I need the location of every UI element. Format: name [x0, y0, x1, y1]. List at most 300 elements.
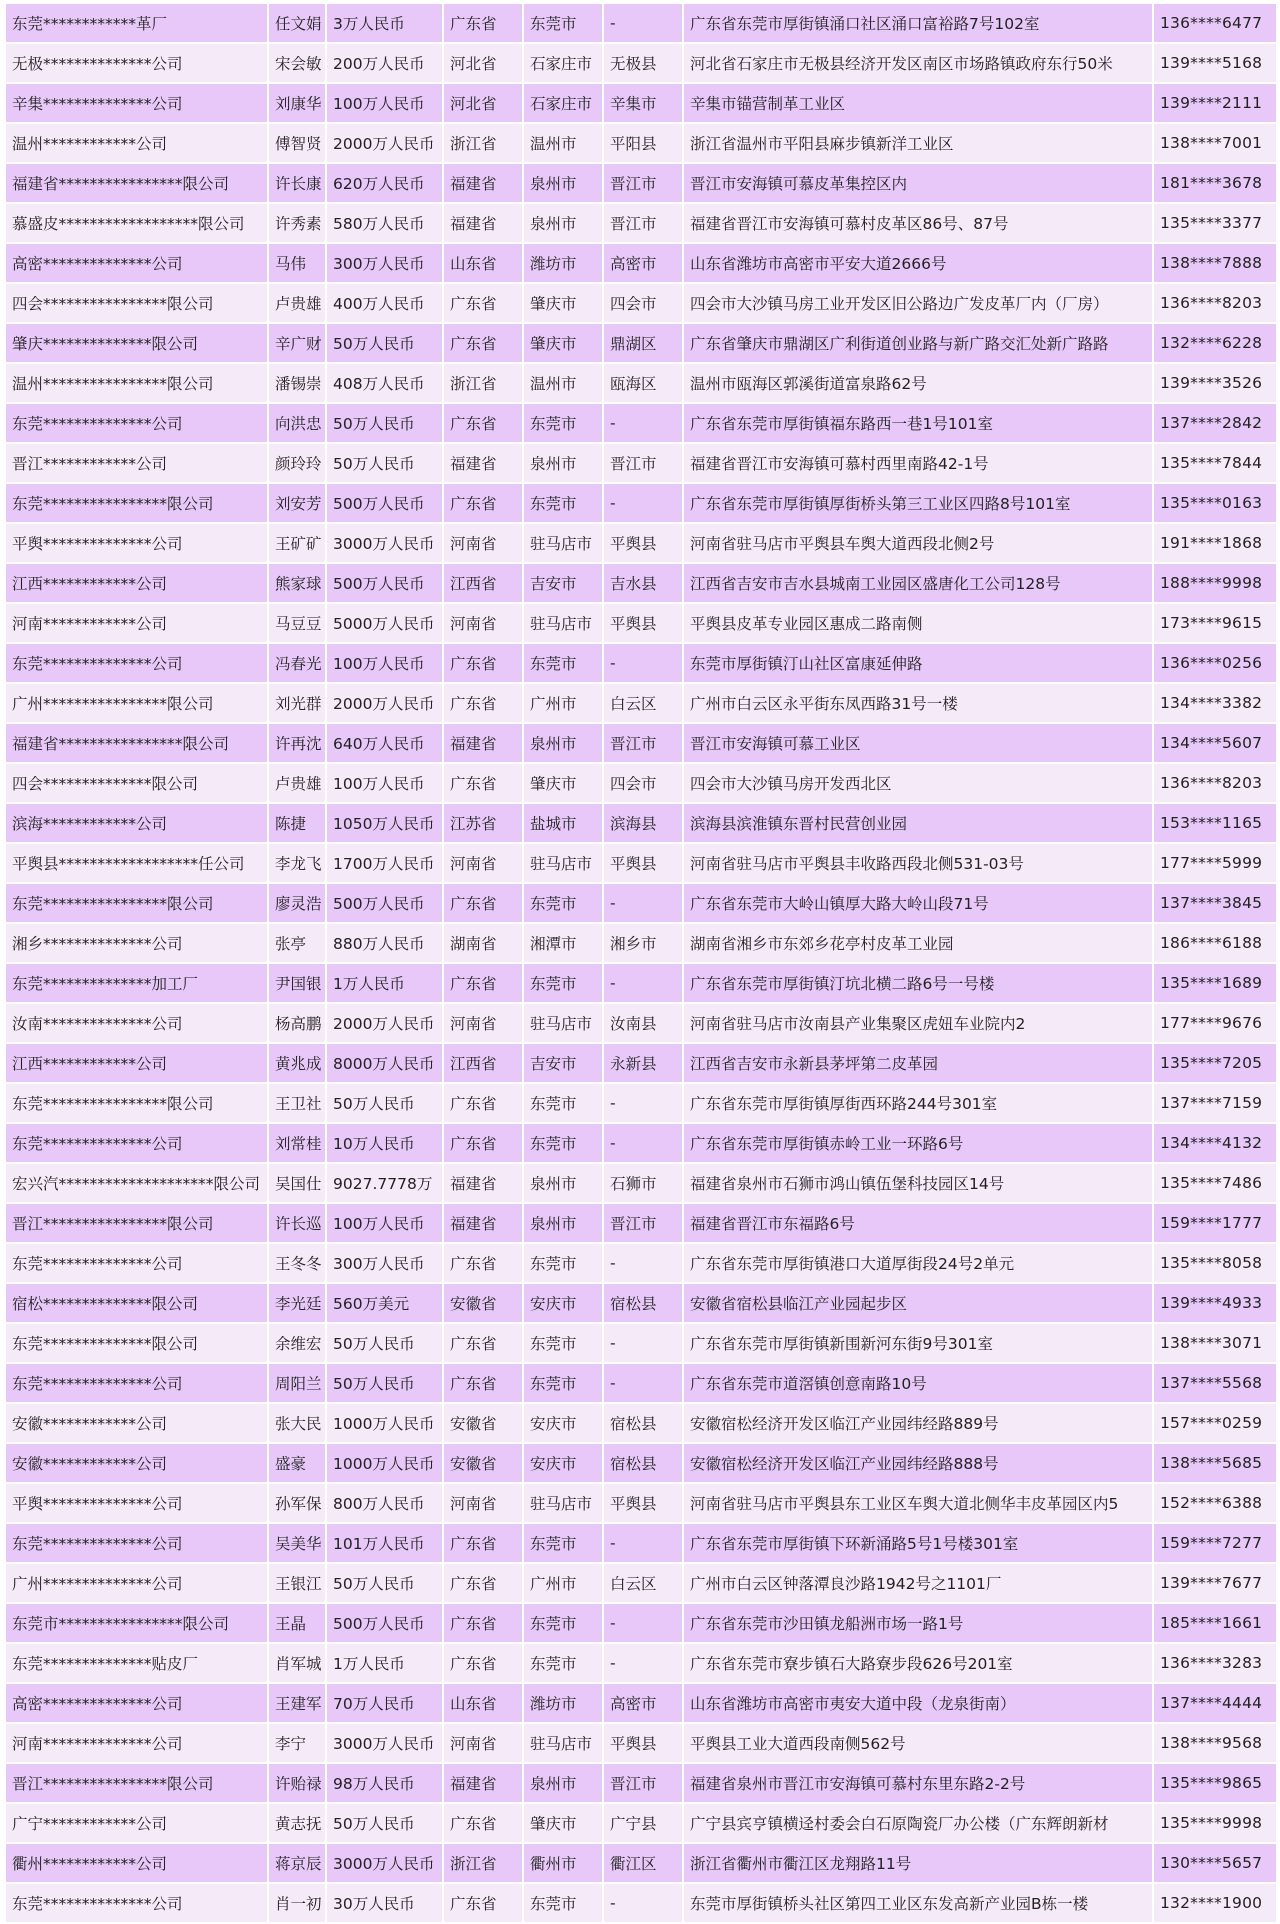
district-cell: 平舆县 [603, 603, 683, 643]
district-cell: 白云区 [603, 683, 683, 723]
province-cell: 福建省 [443, 723, 523, 763]
capital-cell: 800万人民币 [326, 1483, 443, 1523]
city-cell: 肇庆市 [523, 763, 603, 803]
table-row [5, 203, 1277, 243]
company-name-cell: 河南**************公司 [5, 1723, 268, 1763]
city-cell: 泉州市 [523, 1203, 603, 1243]
district-cell: 平舆县 [603, 843, 683, 883]
legal-rep-cell: 孙军保 [268, 1483, 326, 1523]
phone-cell: 137****2842 [1153, 403, 1277, 443]
capital-cell: 70万人民币 [326, 1683, 443, 1723]
district-cell: - [603, 1523, 683, 1563]
city-cell: 潍坊市 [523, 1683, 603, 1723]
province-cell: 安徽省 [443, 1403, 523, 1443]
province-cell: 河南省 [443, 1003, 523, 1043]
legal-rep-cell: 熊家球 [268, 563, 326, 603]
phone-cell: 135****7486 [1153, 1163, 1277, 1203]
province-cell: 河南省 [443, 1483, 523, 1523]
address-cell: 平舆县工业大道西段南侧562号 [683, 1723, 1153, 1763]
table-row [5, 443, 1277, 483]
company-name-cell: 平舆县******************任公司 [5, 843, 268, 883]
district-cell: 石狮市 [603, 1163, 683, 1203]
legal-rep-cell: 刘光群 [268, 683, 326, 723]
province-cell: 河北省 [443, 43, 523, 83]
city-cell: 东莞市 [523, 883, 603, 923]
city-cell: 安庆市 [523, 1403, 603, 1443]
province-cell: 福建省 [443, 443, 523, 483]
phone-cell: 135****1689 [1153, 963, 1277, 1003]
phone-cell: 191****1868 [1153, 523, 1277, 563]
company-name-cell: 东莞**************公司 [5, 1363, 268, 1403]
district-cell: - [603, 403, 683, 443]
legal-rep-cell: 陈捷 [268, 803, 326, 843]
legal-rep-cell: 辛广财 [268, 323, 326, 363]
address-cell: 广东省东莞市厚街镇汀坑北横二路6号一号楼 [683, 963, 1153, 1003]
city-cell: 肇庆市 [523, 283, 603, 323]
province-cell: 河南省 [443, 843, 523, 883]
district-cell: 宿松县 [603, 1403, 683, 1443]
legal-rep-cell: 李宁 [268, 1723, 326, 1763]
legal-rep-cell: 刘常桂 [268, 1123, 326, 1163]
legal-rep-cell: 马豆豆 [268, 603, 326, 643]
district-cell: 衢江区 [603, 1843, 683, 1883]
phone-cell: 188****9998 [1153, 563, 1277, 603]
district-cell: 广宁县 [603, 1803, 683, 1843]
company-name-cell: 安徽************公司 [5, 1443, 268, 1483]
company-name-cell: 高密**************公司 [5, 1683, 268, 1723]
table-row [5, 643, 1277, 683]
province-cell: 山东省 [443, 243, 523, 283]
capital-cell: 640万人民币 [326, 723, 443, 763]
province-cell: 山东省 [443, 1683, 523, 1723]
city-cell: 东莞市 [523, 1123, 603, 1163]
company-name-cell: 湘乡**************公司 [5, 923, 268, 963]
table-row [5, 1803, 1277, 1843]
company-name-cell: 东莞市****************限公司 [5, 1603, 268, 1643]
legal-rep-cell: 王建军 [268, 1683, 326, 1723]
company-name-cell: 东莞**************公司 [5, 1123, 268, 1163]
phone-cell: 157****0259 [1153, 1403, 1277, 1443]
table-row [5, 1403, 1277, 1443]
table-row [5, 1843, 1277, 1883]
company-name-cell: 广州**************公司 [5, 1563, 268, 1603]
phone-cell: 173****9615 [1153, 603, 1277, 643]
table-body [5, 3, 1277, 1923]
province-cell: 福建省 [443, 1163, 523, 1203]
table-row [5, 603, 1277, 643]
district-cell: - [603, 1643, 683, 1683]
address-cell: 河南省驻马店市汝南县产业集聚区虎妞车业院内2 [683, 1003, 1153, 1043]
company-name-cell: 东莞**************公司 [5, 1883, 268, 1923]
address-cell: 浙江省衢州市衢江区龙翔路11号 [683, 1843, 1153, 1883]
city-cell: 温州市 [523, 123, 603, 163]
province-cell: 河南省 [443, 1723, 523, 1763]
address-cell: 广东省东莞市厚街镇涌口社区涌口富裕路7号102室 [683, 3, 1153, 43]
phone-cell: 136****0256 [1153, 643, 1277, 683]
city-cell: 衢州市 [523, 1843, 603, 1883]
province-cell: 广东省 [443, 1563, 523, 1603]
address-cell: 福建省泉州市石狮市鸿山镇伍堡科技园区14号 [683, 1163, 1153, 1203]
phone-cell: 135****3377 [1153, 203, 1277, 243]
address-cell: 广州市白云区永平街东凤西路31号一楼 [683, 683, 1153, 723]
address-cell: 广东省东莞市寮步镇石大路寮步段626号201室 [683, 1643, 1153, 1683]
table-row [5, 363, 1277, 403]
table-row [5, 1043, 1277, 1083]
address-cell: 福建省泉州市晋江市安海镇可慕村东里东路2-2号 [683, 1763, 1153, 1803]
province-cell: 广东省 [443, 1883, 523, 1923]
table-row [5, 1203, 1277, 1243]
phone-cell: 135****9865 [1153, 1763, 1277, 1803]
phone-cell: 135****7205 [1153, 1043, 1277, 1083]
city-cell: 东莞市 [523, 403, 603, 443]
province-cell: 广东省 [443, 1643, 523, 1683]
city-cell: 东莞市 [523, 1243, 603, 1283]
legal-rep-cell: 王晶 [268, 1603, 326, 1643]
legal-rep-cell: 余维宏 [268, 1323, 326, 1363]
address-cell: 广东省东莞市厚街镇福东路西一巷1号101室 [683, 403, 1153, 443]
legal-rep-cell: 王银江 [268, 1563, 326, 1603]
province-cell: 广东省 [443, 483, 523, 523]
province-cell: 广东省 [443, 1363, 523, 1403]
capital-cell: 3万人民币 [326, 3, 443, 43]
capital-cell: 3000万人民币 [326, 1723, 443, 1763]
table-row [5, 1603, 1277, 1643]
table-row [5, 1883, 1277, 1923]
phone-cell: 136****8203 [1153, 283, 1277, 323]
phone-cell: 138****5685 [1153, 1443, 1277, 1483]
province-cell: 安徽省 [443, 1443, 523, 1483]
company-name-cell: 晋江************公司 [5, 443, 268, 483]
capital-cell: 1000万人民币 [326, 1443, 443, 1483]
province-cell: 浙江省 [443, 363, 523, 403]
company-name-cell: 温州************公司 [5, 123, 268, 163]
legal-rep-cell: 许长巡 [268, 1203, 326, 1243]
province-cell: 江西省 [443, 563, 523, 603]
city-cell: 东莞市 [523, 1523, 603, 1563]
legal-rep-cell: 任文娟 [268, 3, 326, 43]
address-cell: 广东省东莞市厚街镇新围新河东街9号301室 [683, 1323, 1153, 1363]
city-cell: 石家庄市 [523, 83, 603, 123]
legal-rep-cell: 宋会敏 [268, 43, 326, 83]
district-cell: - [603, 1363, 683, 1403]
table-row [5, 723, 1277, 763]
company-name-cell: 东莞**************公司 [5, 1523, 268, 1563]
table-row [5, 323, 1277, 363]
province-cell: 广东省 [443, 763, 523, 803]
address-cell: 浙江省温州市平阳县麻步镇新洋工业区 [683, 123, 1153, 163]
phone-cell: 139****3526 [1153, 363, 1277, 403]
table-row [5, 1123, 1277, 1163]
capital-cell: 50万人民币 [326, 403, 443, 443]
capital-cell: 5000万人民币 [326, 603, 443, 643]
capital-cell: 8000万人民币 [326, 1043, 443, 1083]
legal-rep-cell: 吴美华 [268, 1523, 326, 1563]
district-cell: 晋江市 [603, 723, 683, 763]
table-row [5, 483, 1277, 523]
district-cell: 无极县 [603, 43, 683, 83]
district-cell: - [603, 483, 683, 523]
legal-rep-cell: 肖一初 [268, 1883, 326, 1923]
province-cell: 广东省 [443, 643, 523, 683]
company-name-cell: 平舆**************公司 [5, 1483, 268, 1523]
table-row [5, 123, 1277, 163]
district-cell: 吉水县 [603, 563, 683, 603]
phone-cell: 138****3071 [1153, 1323, 1277, 1363]
district-cell: 滨海县 [603, 803, 683, 843]
legal-rep-cell: 向洪忠 [268, 403, 326, 443]
province-cell: 河北省 [443, 83, 523, 123]
address-cell: 广东省东莞市厚街镇下环新涌路5号1号楼301室 [683, 1523, 1153, 1563]
district-cell: 晋江市 [603, 1203, 683, 1243]
province-cell: 广东省 [443, 403, 523, 443]
phone-cell: 137****4444 [1153, 1683, 1277, 1723]
capital-cell: 1700万人民币 [326, 843, 443, 883]
table-row [5, 1323, 1277, 1363]
district-cell: - [603, 1243, 683, 1283]
city-cell: 安庆市 [523, 1443, 603, 1483]
phone-cell: 132****1900 [1153, 1883, 1277, 1923]
province-cell: 浙江省 [443, 123, 523, 163]
address-cell: 福建省晋江市安海镇可慕村皮革区86号、87号 [683, 203, 1153, 243]
table-row [5, 163, 1277, 203]
city-cell: 潍坊市 [523, 243, 603, 283]
legal-rep-cell: 王矿矿 [268, 523, 326, 563]
legal-rep-cell: 许贻禄 [268, 1763, 326, 1803]
capital-cell: 50万人民币 [326, 443, 443, 483]
province-cell: 广东省 [443, 1523, 523, 1563]
phone-cell: 139****2111 [1153, 83, 1277, 123]
company-table [4, 2, 1278, 1924]
address-cell: 广东省东莞市厚街镇赤岭工业一环路6号 [683, 1123, 1153, 1163]
capital-cell: 101万人民币 [326, 1523, 443, 1563]
address-cell: 广州市白云区钟落潭良沙路1942号之1101厂 [683, 1563, 1153, 1603]
capital-cell: 100万人民币 [326, 83, 443, 123]
phone-cell: 138****7001 [1153, 123, 1277, 163]
legal-rep-cell: 李光廷 [268, 1283, 326, 1323]
city-cell: 东莞市 [523, 1363, 603, 1403]
company-name-cell: 福建省****************限公司 [5, 163, 268, 203]
capital-cell: 30万人民币 [326, 1883, 443, 1923]
capital-cell: 100万人民币 [326, 763, 443, 803]
city-cell: 吉安市 [523, 1043, 603, 1083]
phone-cell: 186****6188 [1153, 923, 1277, 963]
address-cell: 河北省石家庄市无极县经济开发区南区市场路镇政府东行50米 [683, 43, 1153, 83]
province-cell: 广东省 [443, 883, 523, 923]
table-row [5, 803, 1277, 843]
city-cell: 广州市 [523, 683, 603, 723]
phone-cell: 177****9676 [1153, 1003, 1277, 1043]
address-cell: 安徽省宿松县临江产业园起步区 [683, 1283, 1153, 1323]
city-cell: 东莞市 [523, 1643, 603, 1683]
capital-cell: 2000万人民币 [326, 1003, 443, 1043]
company-name-cell: 东莞**************贴皮厂 [5, 1643, 268, 1683]
district-cell: 晋江市 [603, 1763, 683, 1803]
address-cell: 东莞市厚街镇桥头社区第四工业区东发高新产业园B栋一楼 [683, 1883, 1153, 1923]
company-name-cell: 慕盛皮******************限公司 [5, 203, 268, 243]
company-name-cell: 东莞****************限公司 [5, 1083, 268, 1123]
capital-cell: 880万人民币 [326, 923, 443, 963]
address-cell: 湖南省湘乡市东郊乡花亭村皮革工业园 [683, 923, 1153, 963]
capital-cell: 1050万人民币 [326, 803, 443, 843]
address-cell: 山东省潍坊市高密市平安大道2666号 [683, 243, 1153, 283]
district-cell: - [603, 1083, 683, 1123]
phone-cell: 135****7844 [1153, 443, 1277, 483]
table-row [5, 283, 1277, 323]
phone-cell: 152****6388 [1153, 1483, 1277, 1523]
address-cell: 四会市大沙镇马房工业开发区旧公路边广发皮革厂内（厂房） [683, 283, 1153, 323]
phone-cell: 137****3845 [1153, 883, 1277, 923]
table-row [5, 43, 1277, 83]
legal-rep-cell: 卢贵雄 [268, 763, 326, 803]
district-cell: - [603, 1603, 683, 1643]
district-cell: 晋江市 [603, 203, 683, 243]
capital-cell: 620万人民币 [326, 163, 443, 203]
table-row [5, 1243, 1277, 1283]
district-cell: - [603, 1323, 683, 1363]
company-name-cell: 平舆**************公司 [5, 523, 268, 563]
company-name-cell: 东莞**************加工厂 [5, 963, 268, 1003]
capital-cell: 408万人民币 [326, 363, 443, 403]
district-cell: 晋江市 [603, 443, 683, 483]
capital-cell: 2000万人民币 [326, 123, 443, 163]
legal-rep-cell: 傅智贤 [268, 123, 326, 163]
capital-cell: 300万人民币 [326, 1243, 443, 1283]
capital-cell: 3000万人民币 [326, 1843, 443, 1883]
address-cell: 广东省东莞市厚街镇厚街桥头第三工业区四路8号101室 [683, 483, 1153, 523]
capital-cell: 500万人民币 [326, 563, 443, 603]
legal-rep-cell: 刘康华 [268, 83, 326, 123]
table-row [5, 883, 1277, 923]
address-cell: 福建省晋江市安海镇可慕村西里南路42-1号 [683, 443, 1153, 483]
capital-cell: 1万人民币 [326, 963, 443, 1003]
address-cell: 福建省晋江市东福路6号 [683, 1203, 1153, 1243]
district-cell: 平阳县 [603, 123, 683, 163]
company-name-cell: 广宁************公司 [5, 1803, 268, 1843]
table-row [5, 923, 1277, 963]
capital-cell: 50万人民币 [326, 1323, 443, 1363]
company-name-cell: 滨海************公司 [5, 803, 268, 843]
table-row [5, 1483, 1277, 1523]
district-cell: 平舆县 [603, 1723, 683, 1763]
address-cell: 广东省东莞市沙田镇龙船洲市场一路1号 [683, 1603, 1153, 1643]
phone-cell: 136****3283 [1153, 1643, 1277, 1683]
table-row [5, 1523, 1277, 1563]
province-cell: 江西省 [443, 1043, 523, 1083]
company-name-cell: 四会**************限公司 [5, 763, 268, 803]
table-row [5, 1163, 1277, 1203]
address-cell: 安徽宿松经济开发区临江产业园纬经路888号 [683, 1443, 1153, 1483]
phone-cell: 159****1777 [1153, 1203, 1277, 1243]
capital-cell: 500万人民币 [326, 483, 443, 523]
table-row [5, 563, 1277, 603]
legal-rep-cell: 马伟 [268, 243, 326, 283]
province-cell: 广东省 [443, 1083, 523, 1123]
province-cell: 广东省 [443, 1803, 523, 1843]
legal-rep-cell: 黄兆成 [268, 1043, 326, 1083]
address-cell: 晋江市安海镇可慕皮革集控区内 [683, 163, 1153, 203]
capital-cell: 100万人民币 [326, 643, 443, 683]
legal-rep-cell: 颜玲玲 [268, 443, 326, 483]
legal-rep-cell: 蒋京辰 [268, 1843, 326, 1883]
capital-cell: 1000万人民币 [326, 1403, 443, 1443]
capital-cell: 500万人民币 [326, 1603, 443, 1643]
legal-rep-cell: 吴国仕 [268, 1163, 326, 1203]
province-cell: 安徽省 [443, 1283, 523, 1323]
province-cell: 广东省 [443, 283, 523, 323]
phone-cell: 137****7159 [1153, 1083, 1277, 1123]
city-cell: 吉安市 [523, 563, 603, 603]
table-row [5, 843, 1277, 883]
address-cell: 河南省驻马店市平舆县车舆大道西段北侧2号 [683, 523, 1153, 563]
legal-rep-cell: 许再沈 [268, 723, 326, 763]
table-row [5, 1003, 1277, 1043]
district-cell: 辛集市 [603, 83, 683, 123]
province-cell: 福建省 [443, 1763, 523, 1803]
district-cell: 宿松县 [603, 1283, 683, 1323]
company-name-cell: 辛集**************公司 [5, 83, 268, 123]
city-cell: 东莞市 [523, 1083, 603, 1123]
district-cell: 湘乡市 [603, 923, 683, 963]
table-row [5, 403, 1277, 443]
district-cell: 晋江市 [603, 163, 683, 203]
city-cell: 东莞市 [523, 963, 603, 1003]
city-cell: 驻马店市 [523, 843, 603, 883]
company-name-cell: 东莞**************限公司 [5, 1323, 268, 1363]
table-row [5, 1563, 1277, 1603]
city-cell: 湘潭市 [523, 923, 603, 963]
capital-cell: 500万人民币 [326, 883, 443, 923]
city-cell: 驻马店市 [523, 1723, 603, 1763]
address-cell: 江西省吉安市永新县茅坪第二皮革园 [683, 1043, 1153, 1083]
company-name-cell: 东莞************革厂 [5, 3, 268, 43]
district-cell: 高密市 [603, 243, 683, 283]
province-cell: 河南省 [443, 523, 523, 563]
district-cell: 汝南县 [603, 1003, 683, 1043]
company-name-cell: 安徽************公司 [5, 1403, 268, 1443]
city-cell: 温州市 [523, 363, 603, 403]
province-cell: 广东省 [443, 1603, 523, 1643]
address-cell: 广东省东莞市道滘镇创意南路10号 [683, 1363, 1153, 1403]
city-cell: 泉州市 [523, 1163, 603, 1203]
address-cell: 晋江市安海镇可慕工业区 [683, 723, 1153, 763]
legal-rep-cell: 潘锡崇 [268, 363, 326, 403]
city-cell: 东莞市 [523, 1883, 603, 1923]
table-row [5, 243, 1277, 283]
legal-rep-cell: 王卫社 [268, 1083, 326, 1123]
city-cell: 东莞市 [523, 3, 603, 43]
company-name-cell: 福建省****************限公司 [5, 723, 268, 763]
address-cell: 广宁县宾亨镇横迳村委会白石原陶瓷厂办公楼（广东辉朗新材 [683, 1803, 1153, 1843]
capital-cell: 1万人民币 [326, 1643, 443, 1683]
company-name-cell: 肇庆**************限公司 [5, 323, 268, 363]
capital-cell: 200万人民币 [326, 43, 443, 83]
city-cell: 东莞市 [523, 483, 603, 523]
province-cell: 广东省 [443, 1243, 523, 1283]
phone-cell: 153****1165 [1153, 803, 1277, 843]
capital-cell: 9027.7778万 [326, 1163, 443, 1203]
district-cell: 瓯海区 [603, 363, 683, 403]
company-name-cell: 广州****************限公司 [5, 683, 268, 723]
district-cell: 宿松县 [603, 1443, 683, 1483]
district-cell: 永新县 [603, 1043, 683, 1083]
address-cell: 四会市大沙镇马房开发西北区 [683, 763, 1153, 803]
district-cell: - [603, 643, 683, 683]
address-cell: 安徽宿松经济开发区临江产业园纬经路889号 [683, 1403, 1153, 1443]
province-cell: 广东省 [443, 683, 523, 723]
company-name-cell: 衢州************公司 [5, 1843, 268, 1883]
table-row [5, 1083, 1277, 1123]
city-cell: 东莞市 [523, 643, 603, 683]
